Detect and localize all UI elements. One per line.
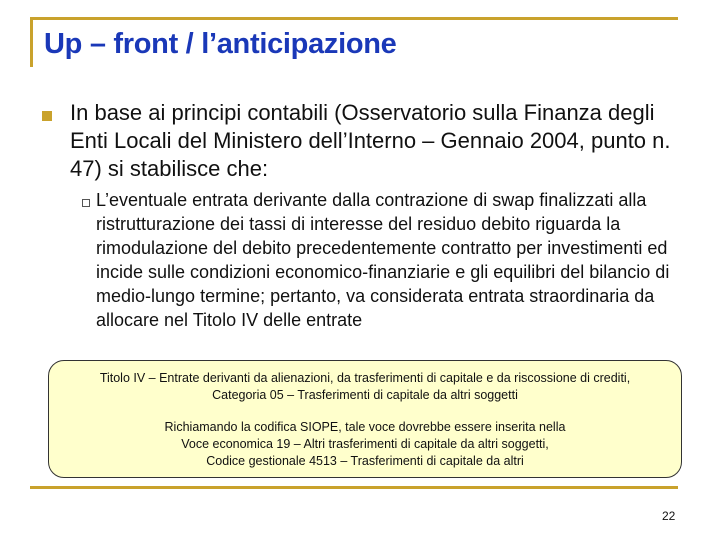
callout-line: Titolo IV – Entrate derivanti da alienazioni, da trasferimenti di capitale e da riscossione di crediti, [99,371,631,385]
callout-paragraph-2 [49,419,681,470]
top-rule [30,17,678,20]
callout-paragraph-1 [49,370,681,404]
slide-title: Up – front / l’anticipazione [44,28,397,60]
callout-line: Categoria 05 – Trasferimenti di capitale da altri soggetti [212,388,518,402]
bullet-square-icon [42,111,52,121]
sub-bullet-square-icon [82,199,90,207]
left-rule [30,17,33,67]
callout-line: Richiamando la codifica SIOPE, tale voce dovrebbe essere inserita nella [164,420,566,434]
callout-line: Codice gestionale 4513 – Trasferimenti di capitale da altri [206,454,524,468]
page-number: 22 [662,509,676,523]
sub-bullet-text: L’eventuale entrata derivante dalla contrazione di swap finalizzati alla ristrutturazione dei tassi di interesse del residuo debito riguarda la rimodulazione del debito precedentemente contratto per investimenti ed incide sulle condizioni economico-finanziarie e gli equilibri del bilancio di medio-lungo termine; pertanto, va considerata entrata straordinaria da allocare nel Titolo IV delle entrate [96,190,670,330]
bullet-text: In base ai principi contabili (Osservatorio sulla Finanza degli Enti Locali del Ministero dell’Interno – Gennaio 2004, punto n. 47) si stabilisce che: [70,100,671,181]
callout-box [48,360,682,478]
bottom-rule [30,486,678,489]
callout-line: Voce economica 19 – Altri trasferimenti di capitale da altri soggetti, [181,437,549,451]
